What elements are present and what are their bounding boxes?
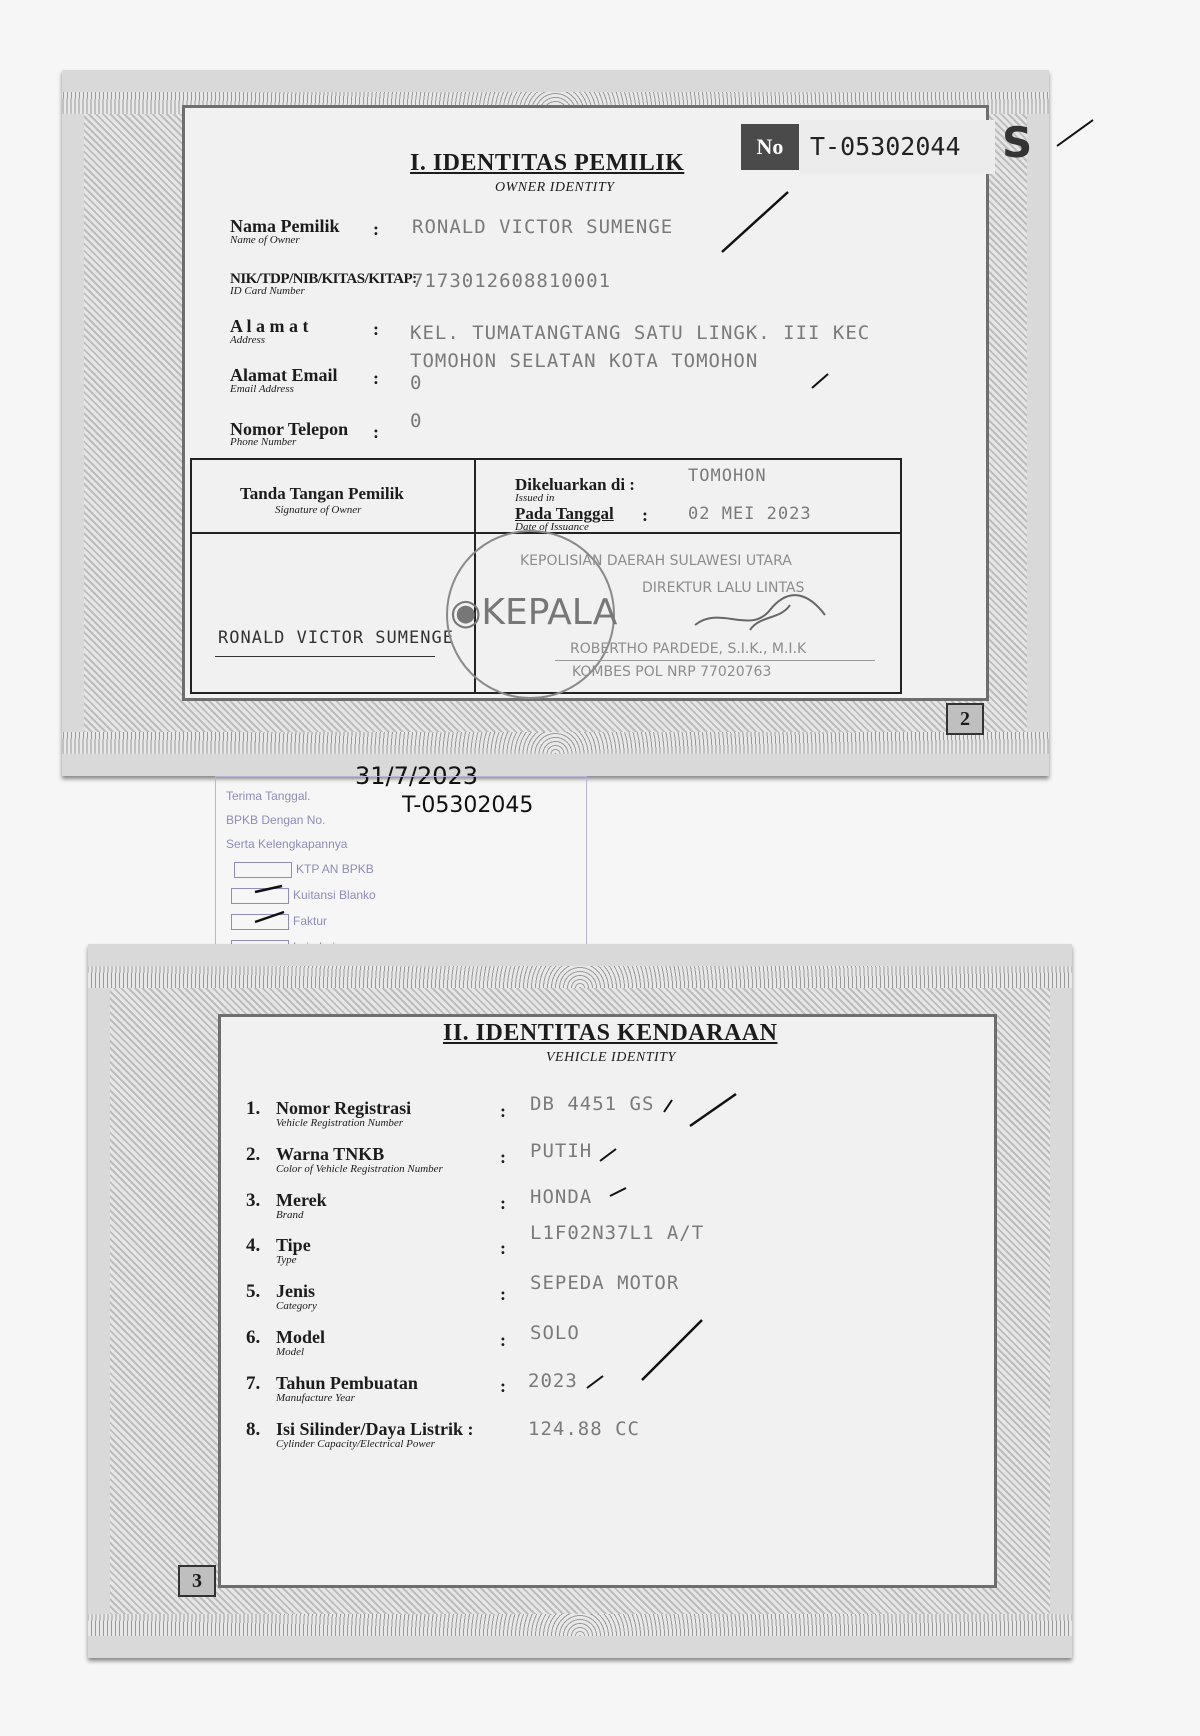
cylinder-capacity-sublabel: Cylinder Capacity/Electrical Power <box>276 1438 435 1450</box>
slip-line-received-date: Terima Tanggal. <box>226 789 311 803</box>
plate-color-value: PUTIH <box>530 1140 593 1162</box>
category-value: SEPEDA MOTOR <box>530 1272 680 1294</box>
no-label: No <box>741 124 799 170</box>
field-number: 7. <box>246 1373 261 1394</box>
slip-line-completeness: Serta Kelengkapannya <box>226 837 348 851</box>
vehicle-subheading: VEHICLE IDENTITY <box>546 1050 676 1065</box>
issued-in-label: Dikeluarkan di : <box>515 475 635 494</box>
colon: : <box>500 1238 506 1258</box>
vehicle-heading: II. IDENTITAS KENDARAAN <box>443 1020 778 1046</box>
field-number: 5. <box>246 1281 261 1302</box>
registration-number-label: Nomor Registrasi <box>276 1098 412 1118</box>
colon: : <box>500 1330 506 1350</box>
colon: : <box>500 1147 506 1167</box>
guilloche-pattern-top <box>88 966 1072 988</box>
document-number: T-05302044 <box>800 120 995 174</box>
check-mark <box>598 1145 618 1165</box>
id-number-sublabel: ID Card Number <box>230 285 305 297</box>
phone-value: 0 <box>410 410 423 432</box>
check-mark <box>660 1090 740 1130</box>
category-label: Jenis <box>276 1281 316 1301</box>
series-letter: S <box>1002 118 1033 167</box>
authority-line-1: KEPOLISIAN DAERAH SULAWESI UTARA <box>520 553 792 569</box>
plate-color-label: Warna TNKB <box>276 1144 385 1164</box>
page-number-2: 2 <box>946 703 984 735</box>
issue-date-sublabel: Date of Issuance <box>515 521 589 533</box>
owner-signature-name: RONALD VICTOR SUMENGE <box>218 628 454 648</box>
owner-name-value: RONALD VICTOR SUMENGE <box>412 216 674 238</box>
field-number: 6. <box>246 1327 261 1348</box>
check-mark <box>608 1184 628 1198</box>
field-number: 1. <box>246 1098 261 1119</box>
cylinder-capacity-label: Isi Silinder/Daya Listrik : <box>276 1419 474 1439</box>
email-label: Alamat Email <box>230 365 338 385</box>
id-number-value: 7173012608810001 <box>412 270 612 292</box>
issue-date-label: Pada Tanggal <box>515 504 614 523</box>
check-mark <box>810 370 830 390</box>
id-number-label: NIK/TDP/NIB/KITAS/KITAP: <box>230 271 417 287</box>
field-number: 4. <box>246 1235 261 1256</box>
stamp-word: KEPALA <box>481 592 618 633</box>
colon: : <box>373 368 379 388</box>
owner-subheading: OWNER IDENTITY <box>495 180 615 195</box>
guilloche-pattern-bottom <box>62 732 1049 754</box>
slip-item-ktp: KTP AN BPKB <box>234 862 374 878</box>
colon: : <box>500 1284 506 1304</box>
colon: : <box>500 1101 506 1121</box>
type-label: Tipe <box>276 1235 311 1255</box>
brand-sublabel: Brand <box>276 1209 304 1221</box>
officer-signature-line <box>555 660 875 661</box>
guilloche-pattern-bottom <box>88 1614 1072 1636</box>
type-sublabel: Type <box>276 1254 297 1266</box>
email-value: 0 <box>410 372 423 394</box>
checkbox <box>234 862 292 878</box>
check-mark <box>585 1372 605 1392</box>
category-sublabel: Category <box>276 1300 317 1312</box>
colon: : <box>373 319 379 339</box>
officer-signature-scribble <box>690 585 830 645</box>
address-label: A l a m a t <box>230 316 309 336</box>
plate-color-sublabel: Color of Vehicle Registration Number <box>276 1163 443 1175</box>
colon: : <box>500 1193 506 1213</box>
brand-value: HONDA <box>530 1186 593 1208</box>
stamp-title <box>450 592 617 633</box>
owner-signature-sublabel: Signature of Owner <box>275 504 362 516</box>
field-number: 8. <box>246 1419 261 1440</box>
cylinder-capacity-value: 124.88 CC <box>528 1418 640 1440</box>
slip-item-faktur: Faktur <box>231 914 327 930</box>
police-emblem-icon: ◉ <box>450 592 482 633</box>
model-label: Model <box>276 1327 325 1347</box>
colon: : <box>500 1376 506 1396</box>
phone-sublabel: Phone Number <box>230 436 297 448</box>
brand-label: Merek <box>276 1190 327 1210</box>
signature-line <box>215 656 435 657</box>
colon: : <box>642 505 648 525</box>
address-value-line2: TOMOHON SELATAN KOTA TOMOHON <box>410 350 759 372</box>
handwritten-number: T-05302045 <box>402 793 534 818</box>
issue-date-value: 02 MEI 2023 <box>688 504 812 524</box>
manufacture-year-value: 2023 <box>528 1370 578 1392</box>
model-value: SOLO <box>530 1322 580 1344</box>
handwritten-date: 31/7/2023 <box>355 762 479 790</box>
officer-name: ROBERTHO PARDEDE, S.I.K., M.I.K <box>570 641 807 657</box>
model-sublabel: Model <box>276 1346 305 1358</box>
authority-line-2: DIREKTUR LALU LINTAS <box>642 580 805 596</box>
registration-number-value: DB 4451 GS <box>530 1093 655 1115</box>
page-number-3: 3 <box>178 1565 216 1597</box>
address-sublabel: Address <box>230 334 266 346</box>
officer-rank: KOMBES POL NRP 77020763 <box>572 664 772 680</box>
check-mark <box>1055 118 1095 148</box>
slip-checkmarks <box>250 880 290 930</box>
colon: : <box>373 219 379 239</box>
owner-heading: I. IDENTITAS PEMILIK <box>410 150 685 176</box>
field-number: 3. <box>246 1190 261 1211</box>
owner-signature-label: Tanda Tangan Pemilik <box>240 484 404 503</box>
field-number: 2. <box>246 1144 261 1165</box>
registration-number-sublabel: Vehicle Registration Number <box>276 1117 404 1129</box>
check-mark <box>720 190 790 255</box>
manufacture-year-label: Tahun Pembuatan <box>276 1373 418 1393</box>
email-sublabel: Email Address <box>230 383 294 395</box>
address-value-line1: KEL. TUMATANGTANG SATU LINGK. III KEC <box>410 322 871 344</box>
type-value: L1F02N37L1 A/T <box>530 1222 705 1244</box>
issued-in-sublabel: Issued in <box>515 492 555 504</box>
owner-name-label: Nama Pemilik <box>230 216 340 236</box>
issued-in-value: TOMOHON <box>688 466 767 486</box>
colon: : <box>373 422 379 442</box>
manufacture-year-sublabel: Manufacture Year <box>276 1392 355 1404</box>
owner-name-sublabel: Name of Owner <box>230 234 300 246</box>
slip-item-kuitansi: Kuitansi Blanko <box>231 888 376 904</box>
check-mark <box>640 1318 705 1383</box>
phone-label: Nomor Telepon <box>230 419 349 439</box>
slip-line-bpkb-number: BPKB Dengan No. <box>226 813 326 827</box>
